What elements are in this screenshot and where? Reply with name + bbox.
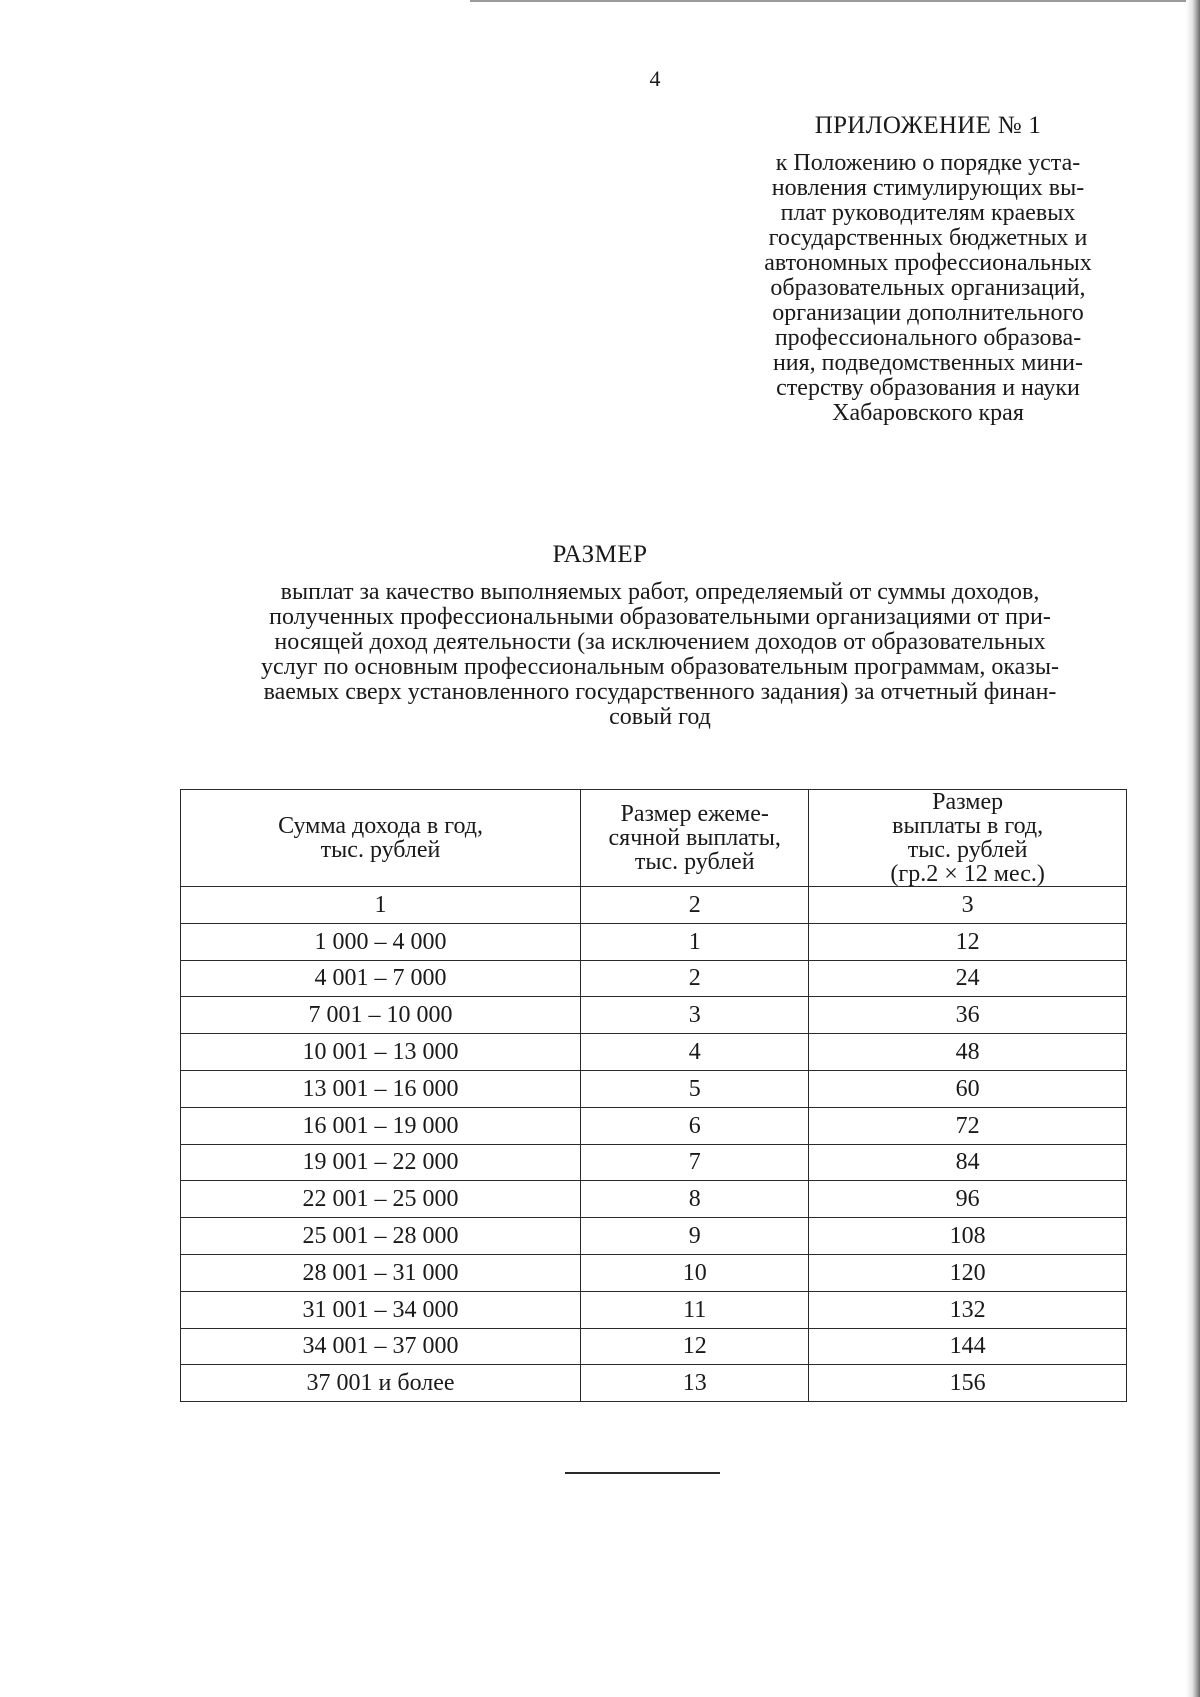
header-annual-payment [809,790,1127,887]
appendix-subtitle-line: государственных бюджетных и [768,225,1088,251]
header-line: Размер ежеме- [620,801,769,827]
header-line: (гр.2 × 12 мес.) [890,861,1045,887]
closing-rule [565,1472,720,1474]
page-right-edge-shadow [1186,0,1200,1697]
appendix-subtitle-line: к Положению о порядке уста- [775,150,1081,176]
column-number: 2 [581,887,809,924]
header-line: тыс. рублей [320,837,441,863]
heading-text-line: носящей доход деятельности (за исключением доходов от образовательных [274,629,1046,655]
monthly-payment-cell: 4 [581,1034,809,1071]
monthly-payment-cell: 9 [581,1218,809,1255]
monthly-payment-cell: 5 [581,1070,809,1107]
annual-payment-cell: 72 [809,1107,1127,1144]
appendix-subtitle [728,151,1128,426]
income-range-cell: 34 001 – 37 000 [181,1328,581,1365]
table-row [181,960,1127,997]
monthly-payment-cell: 2 [581,960,809,997]
table-row [181,1070,1127,1107]
page-number: 4 [649,66,661,91]
annual-payment-cell: 24 [809,960,1127,997]
header-line: Сумма дохода в год, [278,813,483,839]
appendix-subtitle-line: образовательных организаций, [770,275,1086,301]
annual-payment-cell: 84 [809,1144,1127,1181]
income-range-cell: 25 001 – 28 000 [181,1218,581,1255]
table-header-row [181,790,1127,887]
appendix-title: ПРИЛОЖЕНИЕ № 1 [814,112,1042,139]
document-heading-text [190,580,1130,730]
appendix-subtitle-line: плат руководителям краевых [780,200,1076,226]
monthly-payment-cell: 6 [581,1107,809,1144]
income-range-cell: 16 001 – 19 000 [181,1107,581,1144]
column-number: 3 [809,887,1127,924]
monthly-payment-cell: 10 [581,1254,809,1291]
heading-text-line: полученных профессиональными образовательными организациями от при- [269,604,1051,630]
table-row [181,997,1127,1034]
monthly-payment-cell: 7 [581,1144,809,1181]
payment-rates-table [180,789,1127,1402]
income-range-cell: 22 001 – 25 000 [181,1181,581,1218]
table-row [181,923,1127,960]
annual-payment-cell: 108 [809,1218,1127,1255]
income-range-cell: 28 001 – 31 000 [181,1254,581,1291]
appendix-subtitle-line: Хабаровского края [832,400,1024,426]
monthly-payment-cell: 3 [581,997,809,1034]
annual-payment-cell: 36 [809,997,1127,1034]
annual-payment-cell: 60 [809,1070,1127,1107]
table-row [181,1181,1127,1218]
appendix-subtitle-line: организации дополнительного [772,300,1084,326]
income-range-cell: 4 001 – 7 000 [181,960,581,997]
annual-payment-cell: 156 [809,1365,1127,1402]
page-top-edge [470,0,1190,2]
monthly-payment-cell: 13 [581,1365,809,1402]
income-range-cell: 31 001 – 34 000 [181,1291,581,1328]
income-range-cell: 1 000 – 4 000 [181,923,581,960]
header-income [181,790,581,887]
heading-text-line: услуг по основным профессиональным образовательным программам, оказы- [261,654,1059,680]
table-row [181,1218,1127,1255]
document-heading: РАЗМЕР [552,541,648,568]
column-number-row [181,887,1127,924]
appendix-subtitle-line: ния, подведомственных мини- [772,350,1084,376]
monthly-payment-cell: 11 [581,1291,809,1328]
annual-payment-cell: 12 [809,923,1127,960]
heading-text-line: совый год [609,704,711,730]
annual-payment-cell: 48 [809,1034,1127,1071]
header-line: тыс. рублей [907,837,1028,863]
table-row [181,1291,1127,1328]
table-row [181,1034,1127,1071]
column-number: 1 [181,887,581,924]
table-row [181,1328,1127,1365]
table-row [181,1144,1127,1181]
annual-payment-cell: 96 [809,1181,1127,1218]
table-row [181,1254,1127,1291]
income-range-cell: 37 001 и более [181,1365,581,1402]
income-range-cell: 13 001 – 16 000 [181,1070,581,1107]
table-row [181,1365,1127,1402]
heading-text-line: выплат за качество выполняемых работ, определяемый от суммы доходов, [280,579,1040,605]
header-monthly-payment [581,790,809,887]
appendix-subtitle-line: профессионального образова- [774,325,1082,351]
monthly-payment-cell: 12 [581,1328,809,1365]
annual-payment-cell: 120 [809,1254,1127,1291]
income-range-cell: 19 001 – 22 000 [181,1144,581,1181]
appendix-subtitle-line: стерству образования и науки [776,375,1080,401]
header-line: сячной выплаты, [608,825,781,851]
annual-payment-cell: 132 [809,1291,1127,1328]
header-line: Размер [932,789,1004,815]
appendix-subtitle-line: новления стимулирующих вы- [771,175,1085,201]
header-line: выплаты в год, [892,813,1044,839]
header-line: тыс. рублей [634,849,755,875]
appendix-subtitle-line: автономных профессиональных [764,250,1092,276]
monthly-payment-cell: 8 [581,1181,809,1218]
income-range-cell: 7 001 – 10 000 [181,997,581,1034]
table-row [181,1107,1127,1144]
monthly-payment-cell: 1 [581,923,809,960]
income-range-cell: 10 001 – 13 000 [181,1034,581,1071]
heading-text-line: ваемых сверх установленного государственного задания) за отчетный финан- [263,679,1057,705]
annual-payment-cell: 144 [809,1328,1127,1365]
